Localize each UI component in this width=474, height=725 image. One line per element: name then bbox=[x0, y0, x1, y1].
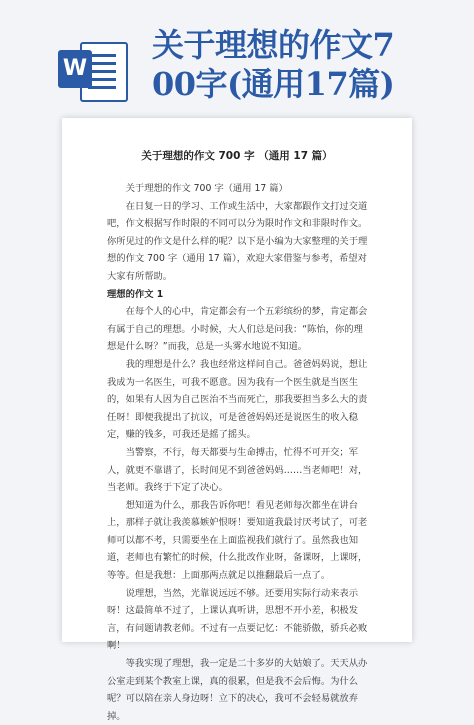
banner-title: 关于理想的作文7 00字(通用17篇) bbox=[152, 26, 395, 103]
icon-line bbox=[88, 54, 116, 57]
paragraph: 在日复一日的学习、工作或生活中，大家都跟作文打过交道吧，作文根据写作时限的不同可以分为限时作文和非限时作文。你所见过的作文是什么样的呢？以下是小编为大家整理的关于理想的作文 700 字（通用 17 篇），欢迎大家借鉴与参考，希望对大家有所帮助。 bbox=[107, 200, 368, 282]
document-title: 关于理想的作文 700 字 （通用 17 篇） bbox=[141, 150, 333, 162]
paragraph: 在每个人的心中，肯定都会有一个五彩缤纷的梦，肯定都会有属于自己的理想。小时候，大人们总是问我：“陈怡，你的理想是什么呀？”而我，总是一头雾水地说不知道。 bbox=[107, 306, 368, 353]
banner bbox=[0, 0, 474, 118]
paragraph: 关于理想的作文 700 字（通用 17 篇） bbox=[125, 183, 288, 194]
word-badge: W bbox=[58, 50, 92, 88]
icon-line bbox=[88, 86, 116, 89]
paragraph: 我的理想是什么？我也经常这样问自己。爸爸妈妈说，想让我成为一名医生，可我不愿意。因为我有一个医生就是当医生的，如果有人因为自己医治不当而死亡，那我要担当多么大的责任呀！即便我提出了抗议，可是爸爸妈妈还是说医生的收入稳定，赚的钱多，可我还是摇了摇头。 bbox=[107, 358, 368, 441]
document-body bbox=[107, 180, 371, 725]
icon-line bbox=[88, 78, 116, 81]
icon-line bbox=[88, 62, 116, 65]
document-page bbox=[62, 118, 412, 722]
paragraph: 等我实现了理想，我一定是二十多岁的大姑娘了。天天从办公室走到某个教室上课，真的很累，但是我不会后悔。为什么呢？可以陪在亲人身边呀！立下的决心，我可不会轻易就放弃掉。 bbox=[107, 658, 368, 722]
paragraph: 想知道为什么，那我告诉你吧！看见老师每次都坐在讲台上，那样子就让我羡慕嫉妒恨呀！要知道我最讨厌考试了，可老师可以都不考，只需要坐在上面监视我们就行了。虽然我也知道，老师也有繁忙的时候，什么批改作业呀，备课呀，上课呀，等等。但是我想：上面那两点就足以推翻最后一点了。 bbox=[107, 499, 368, 582]
section-heading: 理想的作文 1 bbox=[107, 288, 164, 300]
word-document-icon bbox=[58, 38, 128, 102]
icon-line bbox=[88, 70, 116, 73]
paragraph: 说理想，当然，光靠说远远不够。还要用实际行动来表示呀！这最简单不过了，上课认真听讲，思想不开小差，积极发言，有问题请教老师。不过有一点要记忆：不能骄傲，骄兵必败啊！ bbox=[107, 587, 368, 652]
paragraph: 当警察，不行，每天都要与生命搏击，忙得不可开交；军人，就更不靠谱了，长时间见不到爸爸妈妈……当老师吧！对，当老师。我终于下定了决心。 bbox=[107, 446, 368, 494]
